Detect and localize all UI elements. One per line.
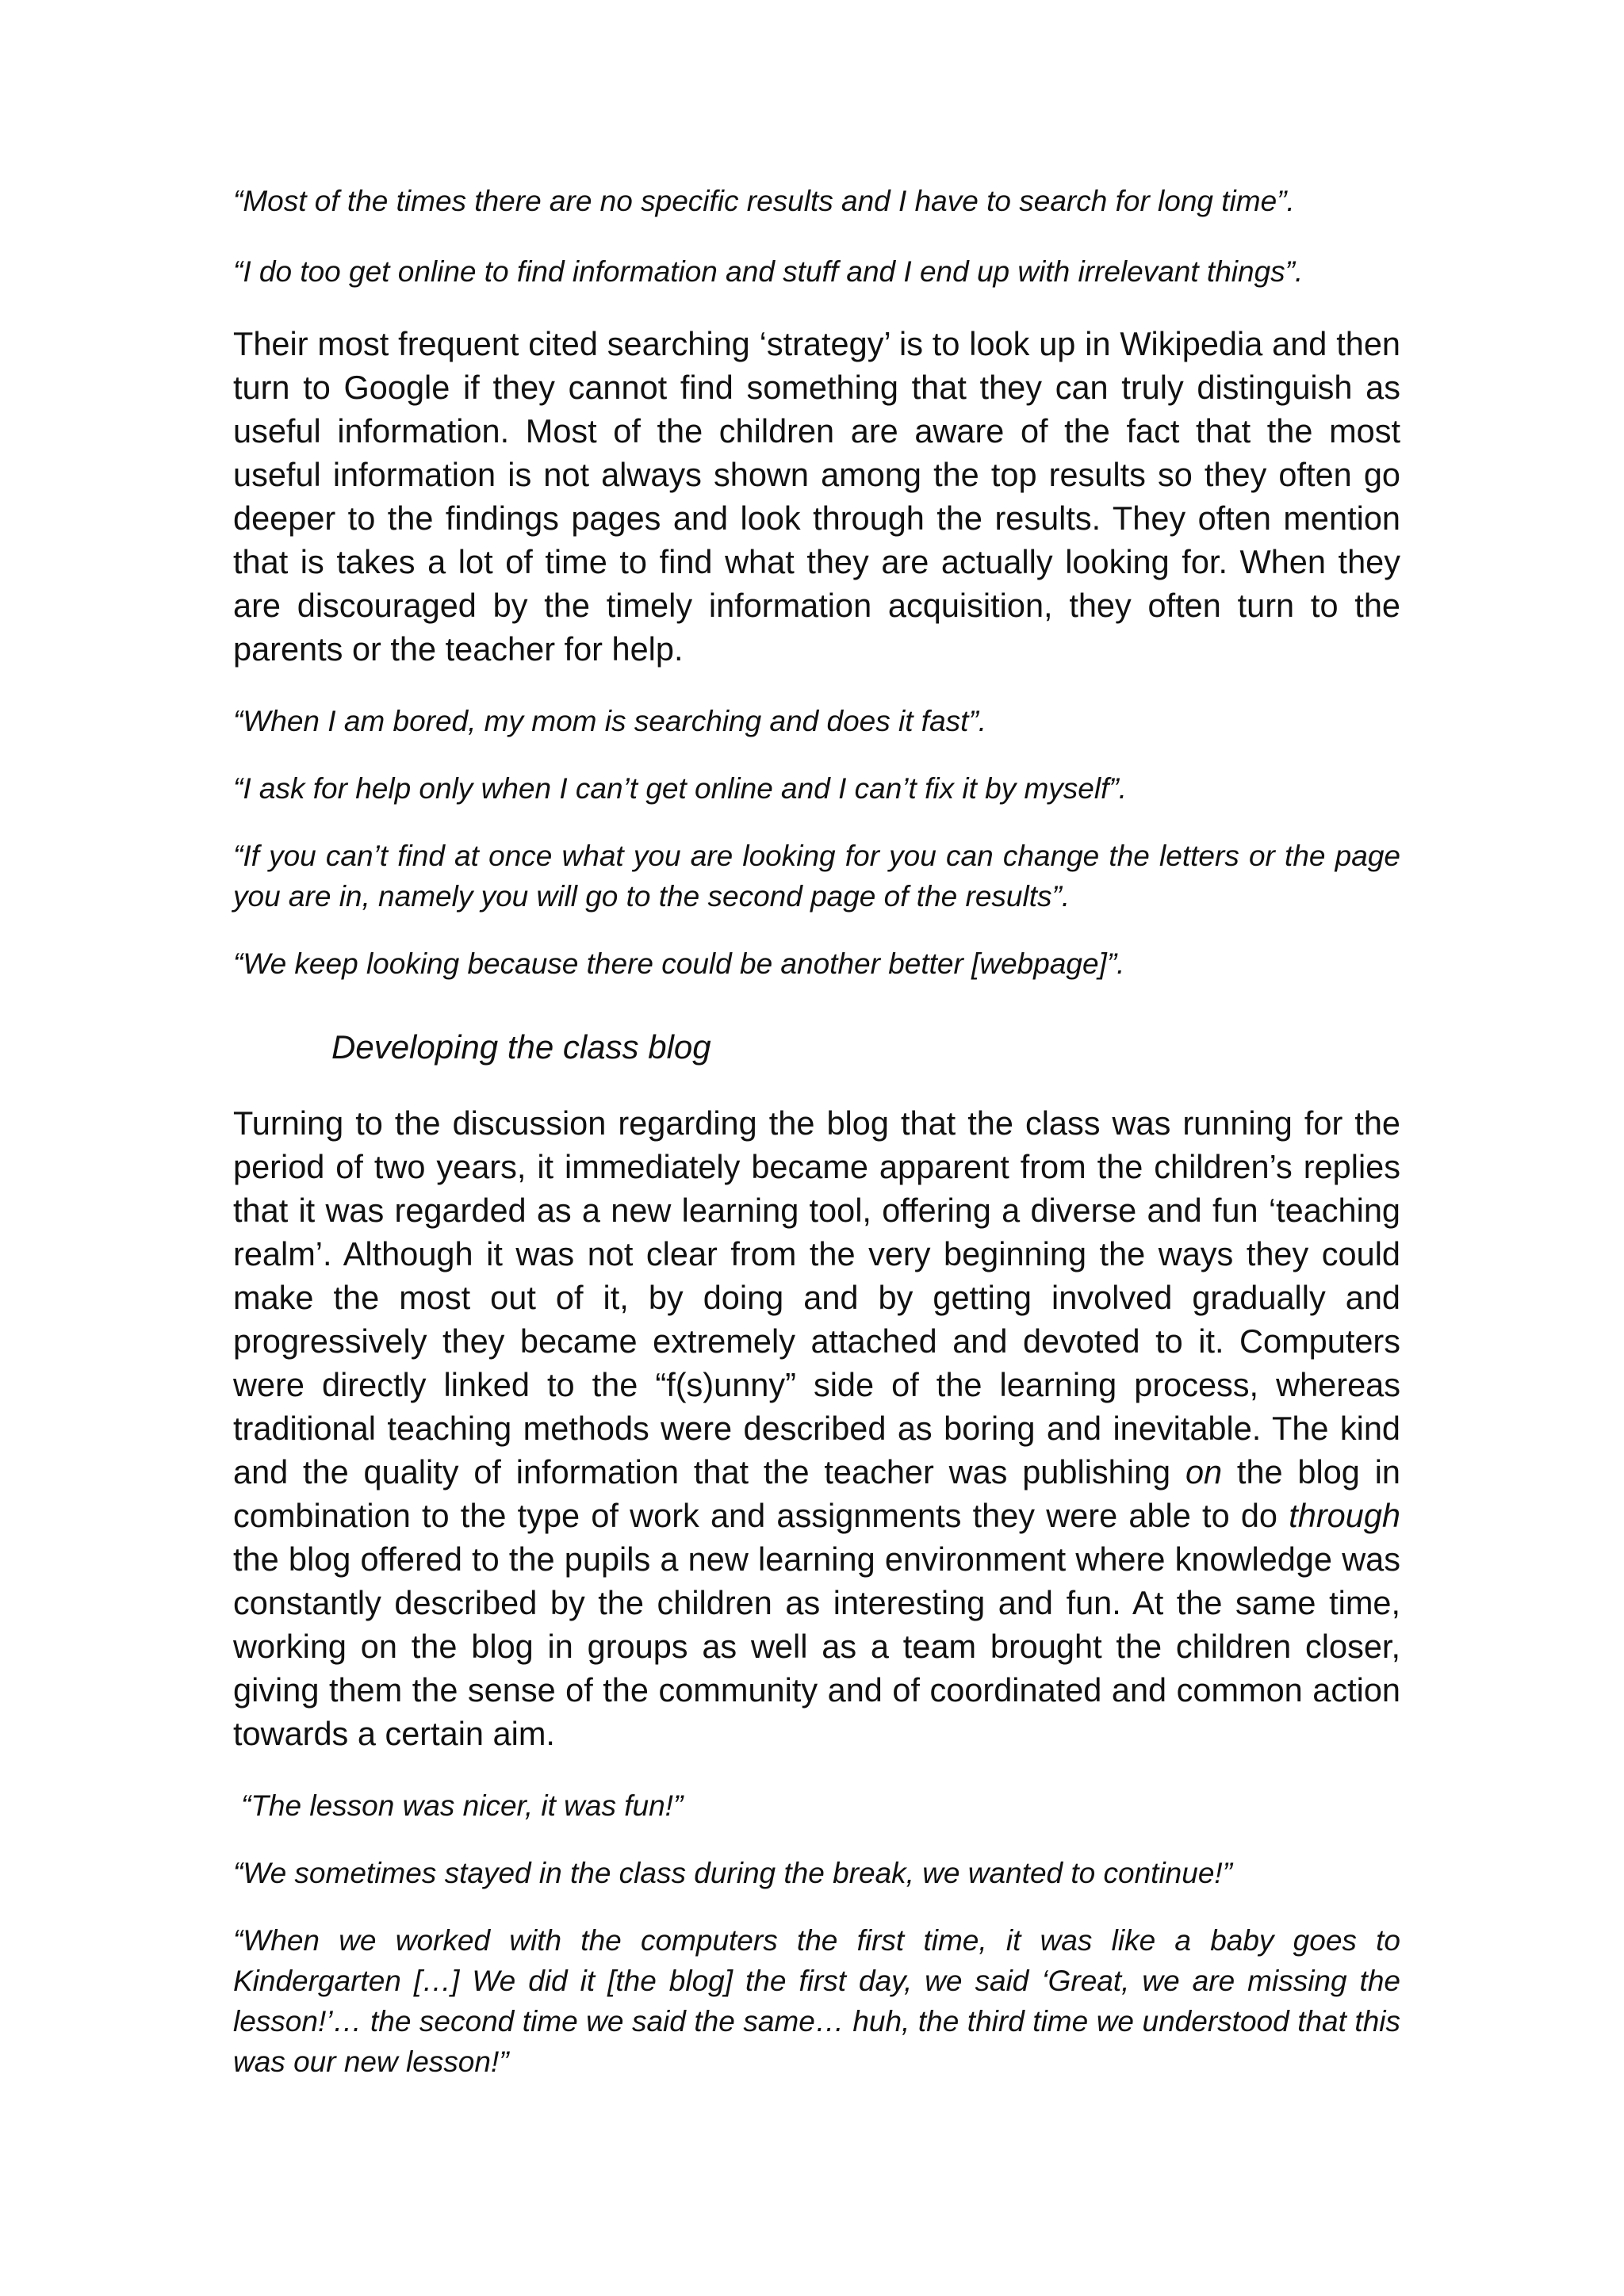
paragraph-blog-part2: the blog in combination to the type of work and assignments they were able to do	[233, 1453, 1400, 1534]
paragraph-blog-part3: the blog offered to the pupils a new learning environment where knowledge was constantly described by the children as interesting and fun. At the same time, working on the blog in groups as well as a team brought the children closer, giving them the sense of the community and of coordinated and common action towards a certain aim.	[233, 1540, 1400, 1752]
paragraph-search-strategy: Their most frequent cited searching ‘strategy’ is to look up in Wikipedia and then turn to Google if they cannot find something that they can truly distinguish as useful information. Most of the children are aware of the fact that the most useful information is not always shown among the top results so they often go deeper to the findings pages and look through the results. They often mention that is takes a lot of time to find what they are actually looking for. When they are discouraged by the timely information acquisition, they often turn to the parents or the teacher for help.	[233, 325, 1400, 668]
quote-no-specific-results: “Most of the times there are no specific results and I have to search for long time”.	[233, 185, 1295, 217]
paragraph-blog-part1: Turning to the discussion regarding the blog that the class was running for the period of two years, it immediately became apparent from the children’s replies that it was regarded as a new learning tool, offering a diverse and fun ‘teaching realm’. Although it was not clear from the very beginning the ways they could make the most out of it, by doing and by getting involved gradually and progressively they became extremely attached and devoted to it. Computers were directly linked to the “f(s)unny” side of the learning process, whereas traditional teaching methods were described as boring and inevitable. The kind and the quality of information that the teacher was publishing	[233, 1104, 1400, 1490]
section-heading: Developing the class blog	[331, 1028, 711, 1066]
paragraph-blog-emphasis-on: on	[1185, 1453, 1223, 1490]
quote-stayed-during-break: “We sometimes stayed in the class during the break, we wanted to continue!”	[233, 1857, 1233, 1889]
quote-irrelevant-things: “I do too get online to find information and stuff and I end up with irrelevant things”.	[233, 255, 1304, 288]
paragraph-class-blog	[233, 1101, 1400, 1755]
paragraph-blog-emphasis-through: through	[1289, 1497, 1400, 1534]
quote-change-letters: “If you can’t find at once what you are looking for you can change the letters or the page you are in, namely you will go to the second page of the results”.	[233, 840, 1400, 913]
quote-mom-searching: “When I am bored, my mom is searching and does it fast”.	[233, 705, 987, 737]
quote-ask-for-help: “I ask for help only when I can’t get online and I can’t fix it by myself”.	[233, 772, 1127, 805]
quote-lesson-nicer: “The lesson was nicer, it was fun!”	[241, 1789, 684, 1822]
quote-baby-kindergarten: “When we worked with the computers the first time, it was like a baby goes to Kindergarten […] We did it [the blog] the first day, we said ‘Great, we are missing the lesson!’… the second time we said the same… huh, the third time we understood that this was our new lesson!”	[233, 1924, 1400, 2078]
quote-keep-looking: “We keep looking because there could be another better [webpage]”.	[233, 947, 1125, 980]
